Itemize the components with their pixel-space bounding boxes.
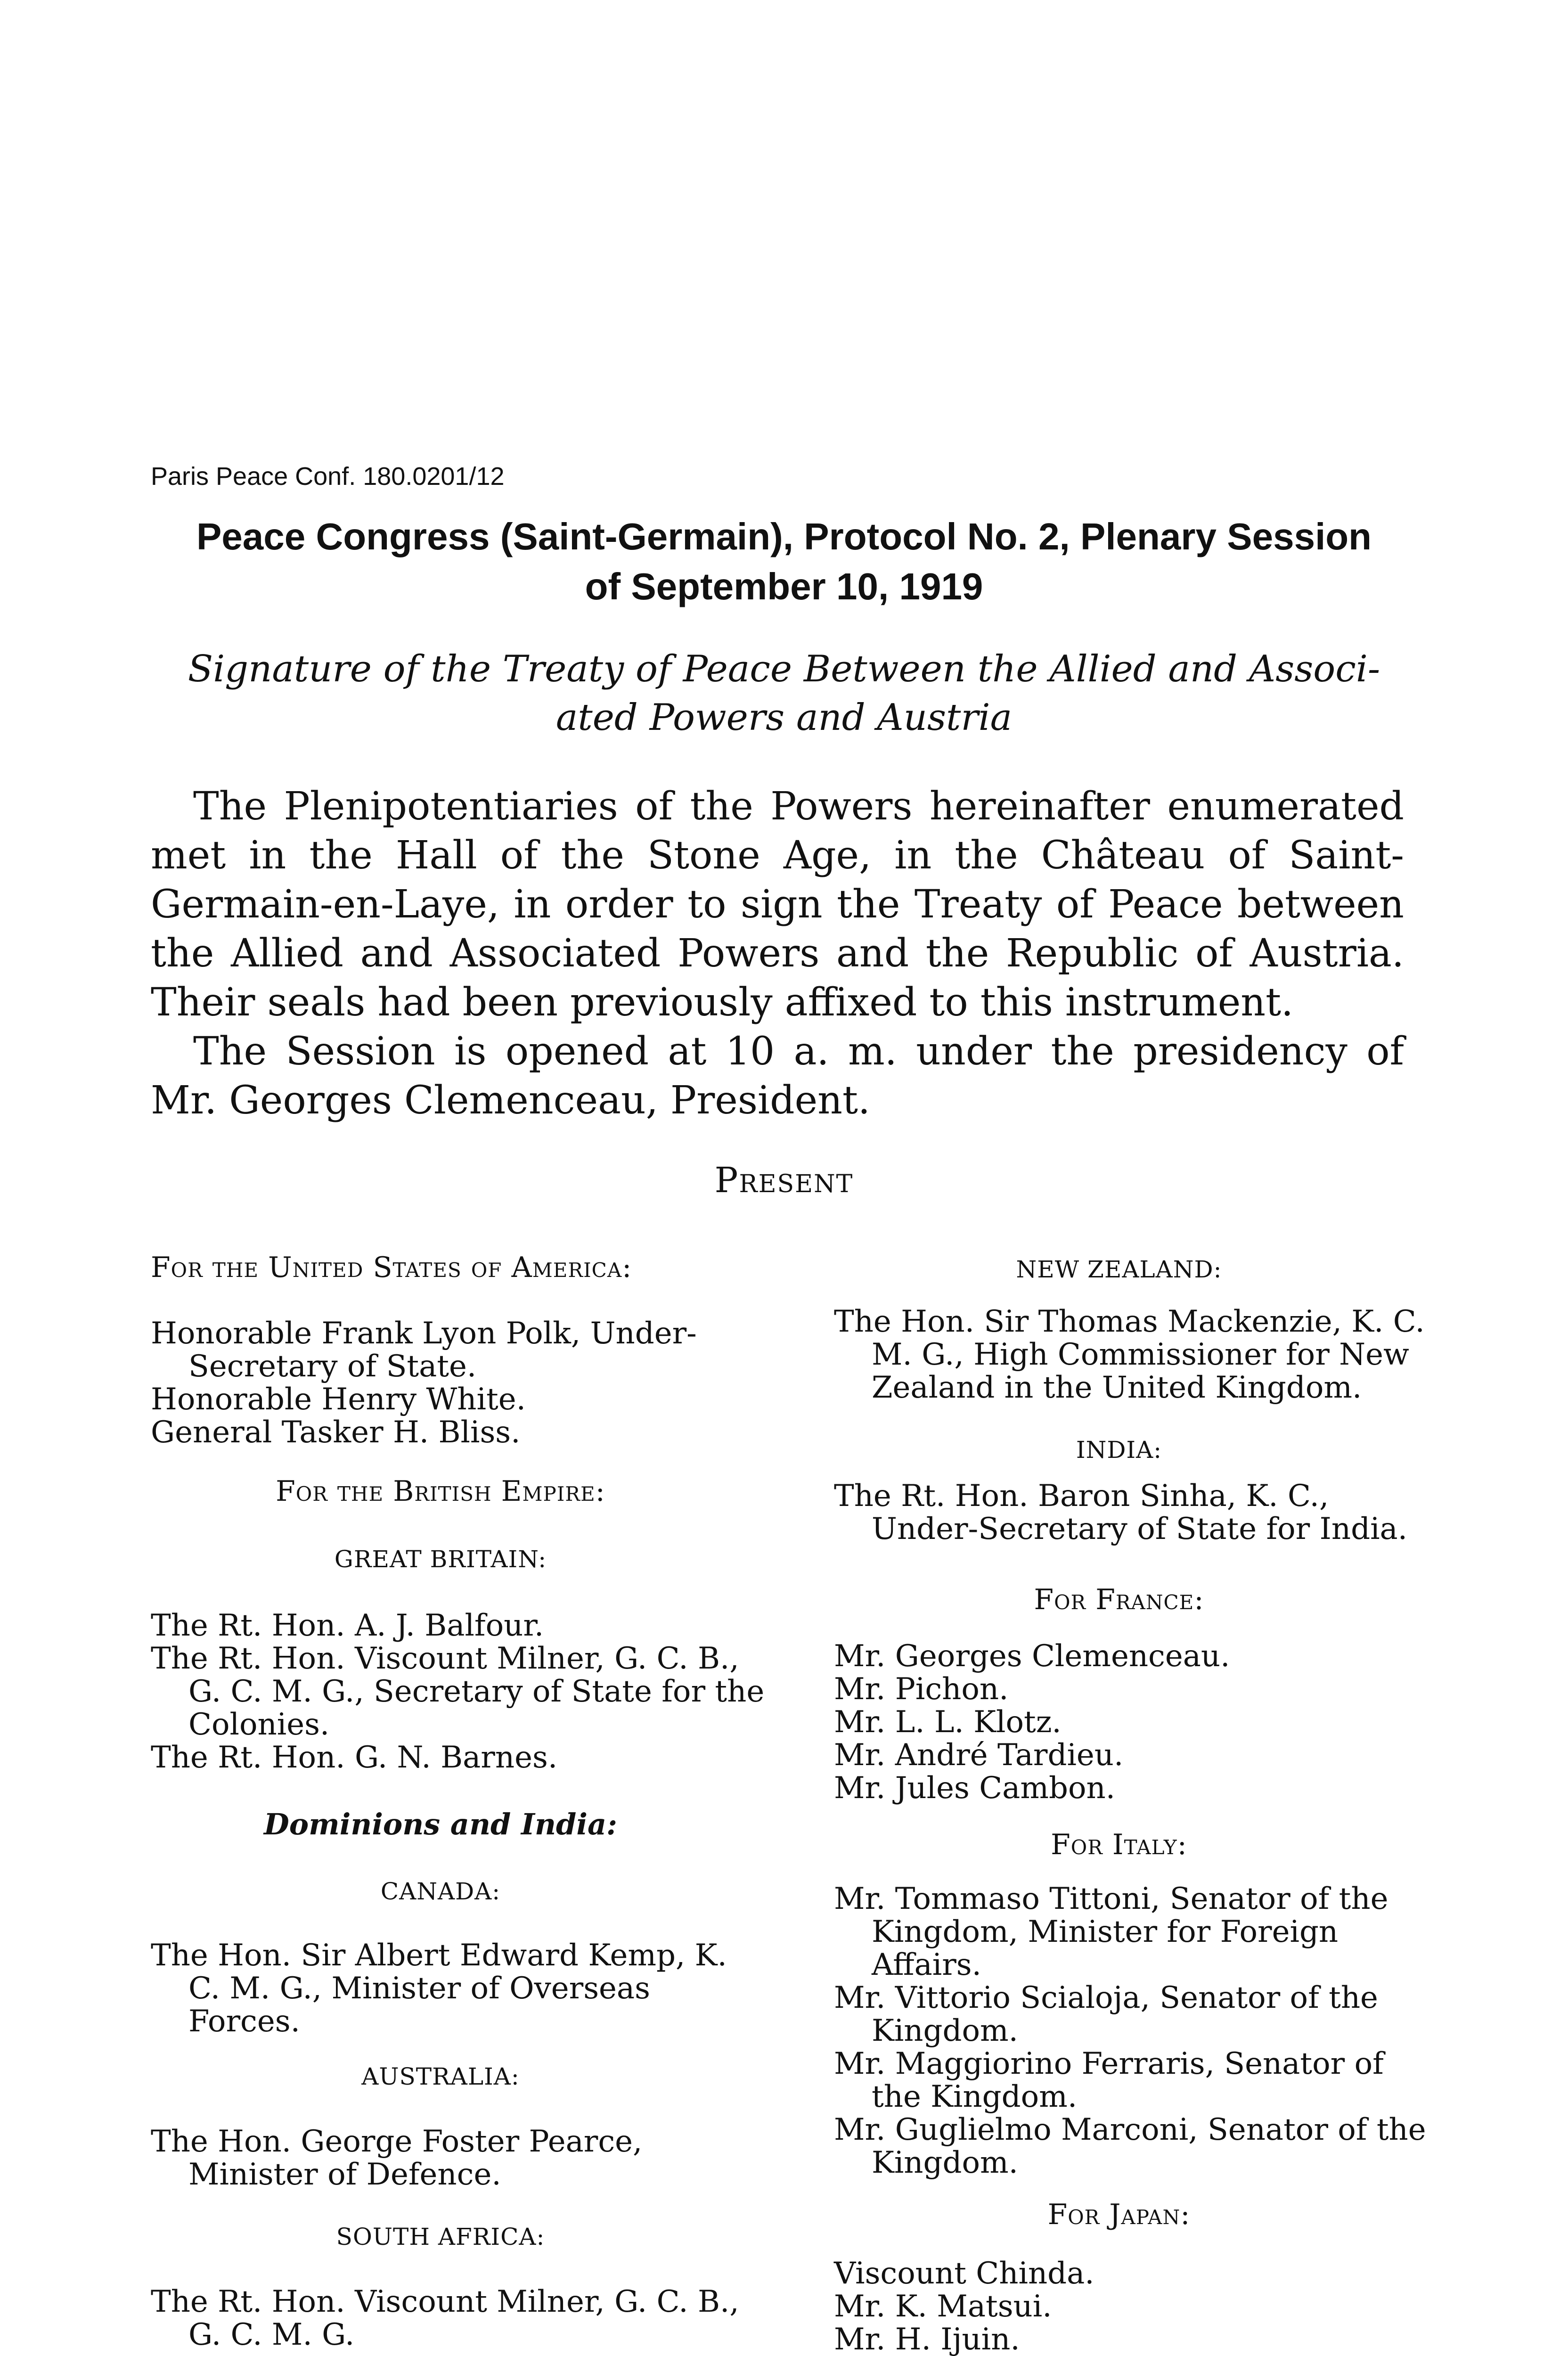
delegate-pearce: The Hon. George Foster Pearce, Minister of Defence. (151, 2124, 643, 2192)
delegate-tittoni: Mr. Tommaso Tittoni, Senator of the Kingdom, Minister for Foreign Affairs. (834, 1882, 1388, 1982)
dominions-heading: Dominions and India: (263, 1807, 618, 1841)
canada-heading: CANADA: (380, 1878, 501, 1905)
delegate-barnes: The Rt. Hon. G. N. Barnes. (151, 1740, 558, 1775)
delegate-cambon: Mr. Jules Cambon. (834, 1771, 1116, 1806)
subtitle-line-2: ated Powers and Austria (555, 696, 1013, 739)
session-paragraph: The Session is opened at 10 a. m. under the presidency of Mr. Georges Clemenceau, President. (151, 1029, 1404, 1123)
delegate-balfour: The Rt. Hon. A. J. Balfour. (151, 1608, 544, 1643)
british-empire-heading: For the British Empire: (276, 1475, 605, 1508)
document-reference: Paris Peace Conf. 180.0201/12 (151, 462, 505, 491)
south-africa-heading: SOUTH AFRICA: (336, 2223, 545, 2250)
delegate-milner-sa: The Rt. Hon. Viscount Milner, G. C. B., G. C. M. G. (151, 2284, 739, 2352)
intro-paragraph: The Plenipotentiaries of the Powers hereinafter enumerated met in the Hall of the Stone Age, in the Château of Saint-Germain-en-Laye, in order to sign the Treaty of Peace between the Allied and Associated Powers and the Republic of Austria. Their seals had been previously affixed to this instrument. (151, 784, 1404, 1025)
delegate-matsui: Mr. K. Matsui. (834, 2289, 1052, 2324)
delegate-chinda: Viscount Chinda. (834, 2256, 1094, 2291)
delegate-ferraris: Mr. Maggiorino Ferraris, Senator of the Kingdom. (834, 2046, 1384, 2114)
italy-heading: For Italy: (1051, 1828, 1187, 1861)
japan-heading: For Japan: (1047, 2198, 1191, 2231)
delegate-white: Honorable Henry White. (151, 1382, 526, 1417)
india-heading: INDIA: (1076, 1436, 1162, 1464)
new-zealand-heading: NEW ZEALAND: (1016, 1256, 1222, 1283)
delegate-milner: The Rt. Hon. Viscount Milner, G. C. B., G. C. M. G., Secretary of State for the Colonies. (151, 1641, 765, 1742)
delegate-tardieu: Mr. André Tardieu. (834, 1738, 1124, 1773)
intro-text (151, 782, 1404, 1125)
delegate-marconi: Mr. Guglielmo Marconi, Senator of the Kingdom. (834, 2112, 1426, 2180)
delegate-kemp: The Hon. Sir Albert Edward Kemp, K. C. M. G., Minister of Overseas Forces. (151, 1938, 727, 2039)
australia-heading: AUSTRALIA: (361, 2063, 520, 2090)
subtitle-line-1: Signature of the Treaty of Peace Between the Allied and Associ- (188, 648, 1380, 690)
delegate-polk: Honorable Frank Lyon Polk, Under-Secretary of State. (151, 1316, 697, 1384)
delegate-ijuin: Mr. H. Ijuin. (834, 2322, 1020, 2356)
title-line-1: Peace Congress (Saint-Germain), Protocol No. 2, Plenary Session (196, 515, 1372, 557)
delegate-pichon: Mr. Pichon. (834, 1672, 1009, 1707)
delegate-sinha: The Rt. Hon. Baron Sinha, K. C., Under-Secretary of State for India. (834, 1479, 1408, 1546)
delegate-clemenceau: Mr. Georges Clemenceau. (834, 1639, 1230, 1674)
present-heading: Present (714, 1160, 854, 1201)
delegate-mackenzie: The Hon. Sir Thomas Mackenzie, K. C. M. G., High Commissioner for New Zealand in the United Kingdom. (834, 1304, 1425, 1405)
delegate-bliss: General Tasker H. Bliss. (151, 1415, 521, 1450)
france-heading: For France: (1034, 1583, 1204, 1616)
delegate-scialoja: Mr. Vittorio Scialoja, Senator of the Kingdom. (834, 1980, 1378, 2048)
great-britain-heading: GREAT BRITAIN: (334, 1546, 547, 1573)
title-line-2: of September 10, 1919 (585, 565, 983, 607)
delegate-klotz: Mr. L. L. Klotz. (834, 1705, 1062, 1740)
usa-heading: For the United States of America: (151, 1251, 632, 1284)
